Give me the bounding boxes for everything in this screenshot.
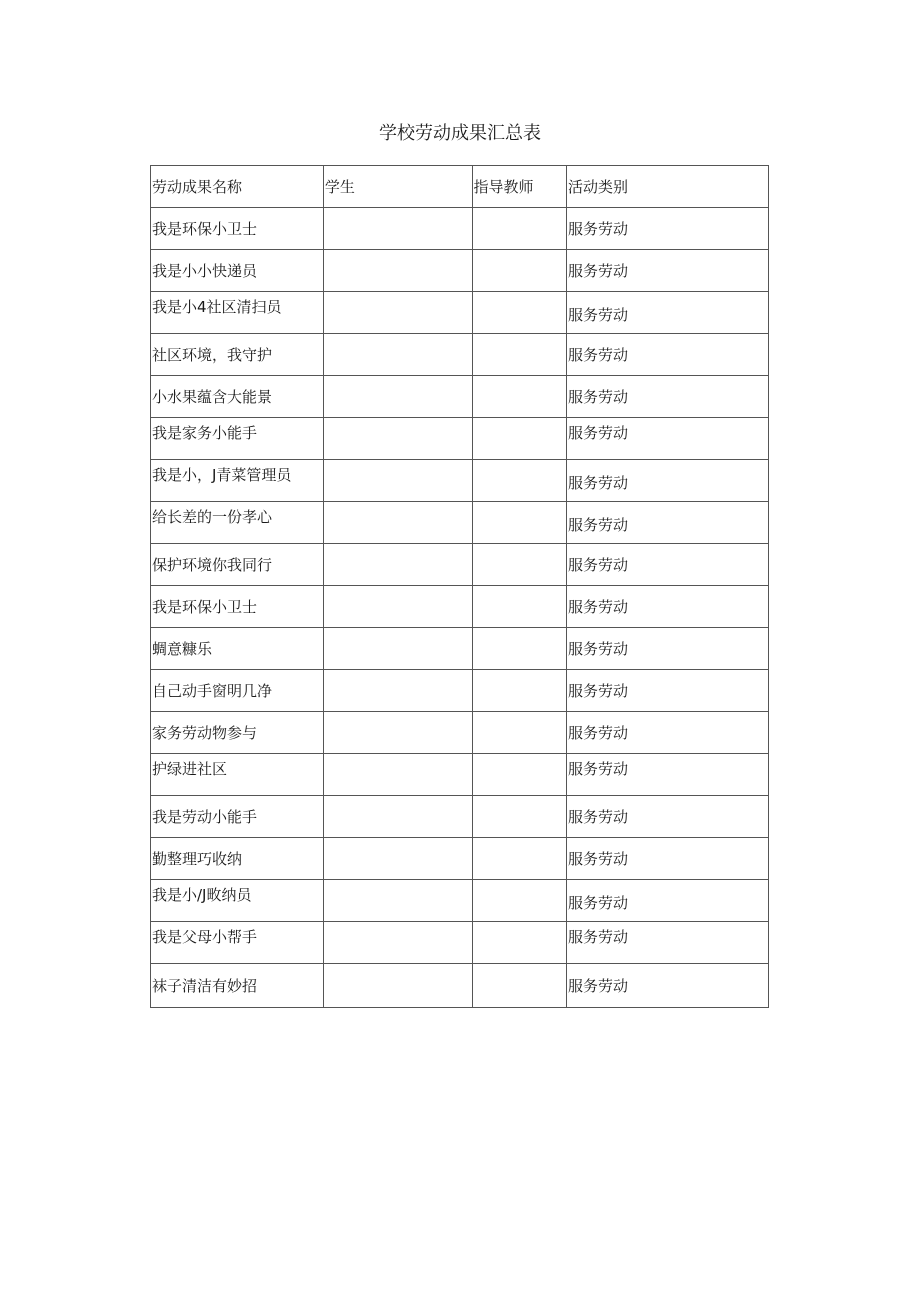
cell-student — [323, 544, 472, 586]
cell-teacher — [472, 880, 566, 922]
cell-student — [323, 250, 472, 292]
cell-category: 服务劳动 — [567, 334, 769, 376]
cell-name: 我是环保小卫士 — [151, 586, 324, 628]
cell-name: 我是环保小卫士 — [151, 208, 324, 250]
cell-teacher — [472, 754, 566, 796]
cell-name: 勤整理巧收纳 — [151, 838, 324, 880]
cell-student — [323, 334, 472, 376]
cell-student — [323, 796, 472, 838]
cell-student — [323, 418, 472, 460]
table-row — [151, 376, 769, 418]
cell-category: 服务劳动 — [567, 796, 769, 838]
cell-category: 服务劳动 — [567, 502, 769, 544]
table-row — [151, 712, 769, 754]
cell-student — [323, 628, 472, 670]
table-row — [151, 460, 769, 502]
table-row — [151, 670, 769, 712]
cell-student — [323, 586, 472, 628]
table-row — [151, 586, 769, 628]
cell-student — [323, 670, 472, 712]
cell-category: 服务劳动 — [567, 292, 769, 334]
cell-teacher — [472, 712, 566, 754]
cell-student — [323, 712, 472, 754]
cell-name: 我是劳动小能手 — [151, 796, 324, 838]
cell-teacher — [472, 670, 566, 712]
labor-results-table — [150, 165, 769, 1008]
cell-name: 袜子清洁有妙招 — [151, 964, 324, 1008]
table-row — [151, 418, 769, 460]
header-name: 劳动成果名称 — [151, 166, 324, 208]
cell-name: 护绿进社区 — [151, 754, 324, 796]
document-title: 学校劳动成果汇总表 — [379, 123, 541, 144]
cell-name: 我是小，J青菜管理员 — [151, 460, 324, 502]
cell-category: 服务劳动 — [567, 628, 769, 670]
table-row — [151, 880, 769, 922]
cell-name: 社区环境，我守护 — [151, 334, 324, 376]
cell-teacher — [472, 838, 566, 880]
cell-teacher — [472, 376, 566, 418]
cell-name: 给长差的一份孝心 — [151, 502, 324, 544]
cell-student — [323, 880, 472, 922]
cell-teacher — [472, 334, 566, 376]
cell-student — [323, 502, 472, 544]
cell-name: 小水果蕴含大能景 — [151, 376, 324, 418]
cell-teacher — [472, 460, 566, 502]
cell-category: 服务劳动 — [567, 250, 769, 292]
cell-student — [323, 964, 472, 1008]
cell-category: 服务劳动 — [567, 838, 769, 880]
cell-student — [323, 922, 472, 964]
cell-category: 服务劳动 — [567, 544, 769, 586]
cell-category: 服务劳动 — [567, 208, 769, 250]
table-row — [151, 334, 769, 376]
table-row — [151, 922, 769, 964]
cell-teacher — [472, 418, 566, 460]
cell-teacher — [472, 628, 566, 670]
cell-teacher — [472, 796, 566, 838]
cell-category: 服务劳动 — [567, 376, 769, 418]
table-row — [151, 628, 769, 670]
cell-name: 蜩意糠乐 — [151, 628, 324, 670]
table-row — [151, 502, 769, 544]
header-student: 学生 — [323, 166, 472, 208]
cell-name: 我是小小快递员 — [151, 250, 324, 292]
cell-category: 服务劳动 — [567, 460, 769, 502]
cell-name: 我是父母小帮手 — [151, 922, 324, 964]
cell-teacher — [472, 922, 566, 964]
cell-name: 我是家务小能手 — [151, 418, 324, 460]
table-row — [151, 292, 769, 334]
cell-student — [323, 838, 472, 880]
cell-teacher — [472, 502, 566, 544]
cell-category: 服务劳动 — [567, 670, 769, 712]
cell-name: 我是小/J畋纳员 — [151, 880, 324, 922]
cell-category: 服务劳动 — [567, 964, 769, 1008]
header-category: 活动类别 — [567, 166, 769, 208]
cell-student — [323, 376, 472, 418]
cell-category: 服务劳动 — [567, 754, 769, 796]
cell-student — [323, 754, 472, 796]
cell-category: 服务劳动 — [567, 922, 769, 964]
cell-teacher — [472, 586, 566, 628]
cell-student — [323, 208, 472, 250]
table-row — [151, 754, 769, 796]
table-row — [151, 208, 769, 250]
cell-name: 我是小4社区清扫员 — [151, 292, 324, 334]
cell-category: 服务劳动 — [567, 586, 769, 628]
cell-name: 自己动手窗明几净 — [151, 670, 324, 712]
table-header-row — [151, 166, 769, 208]
cell-teacher — [472, 208, 566, 250]
table-row — [151, 544, 769, 586]
table-row — [151, 838, 769, 880]
table-row — [151, 796, 769, 838]
cell-teacher — [472, 964, 566, 1008]
cell-category: 服务劳动 — [567, 712, 769, 754]
header-teacher: 指导教师 — [472, 166, 566, 208]
table-row — [151, 250, 769, 292]
cell-teacher — [472, 292, 566, 334]
cell-teacher — [472, 250, 566, 292]
table-row — [151, 964, 769, 1008]
cell-category: 服务劳动 — [567, 418, 769, 460]
cell-name: 保护环境你我同行 — [151, 544, 324, 586]
cell-teacher — [472, 544, 566, 586]
cell-student — [323, 460, 472, 502]
cell-category: 服务劳动 — [567, 880, 769, 922]
cell-student — [323, 292, 472, 334]
cell-name: 家务劳动物参与 — [151, 712, 324, 754]
